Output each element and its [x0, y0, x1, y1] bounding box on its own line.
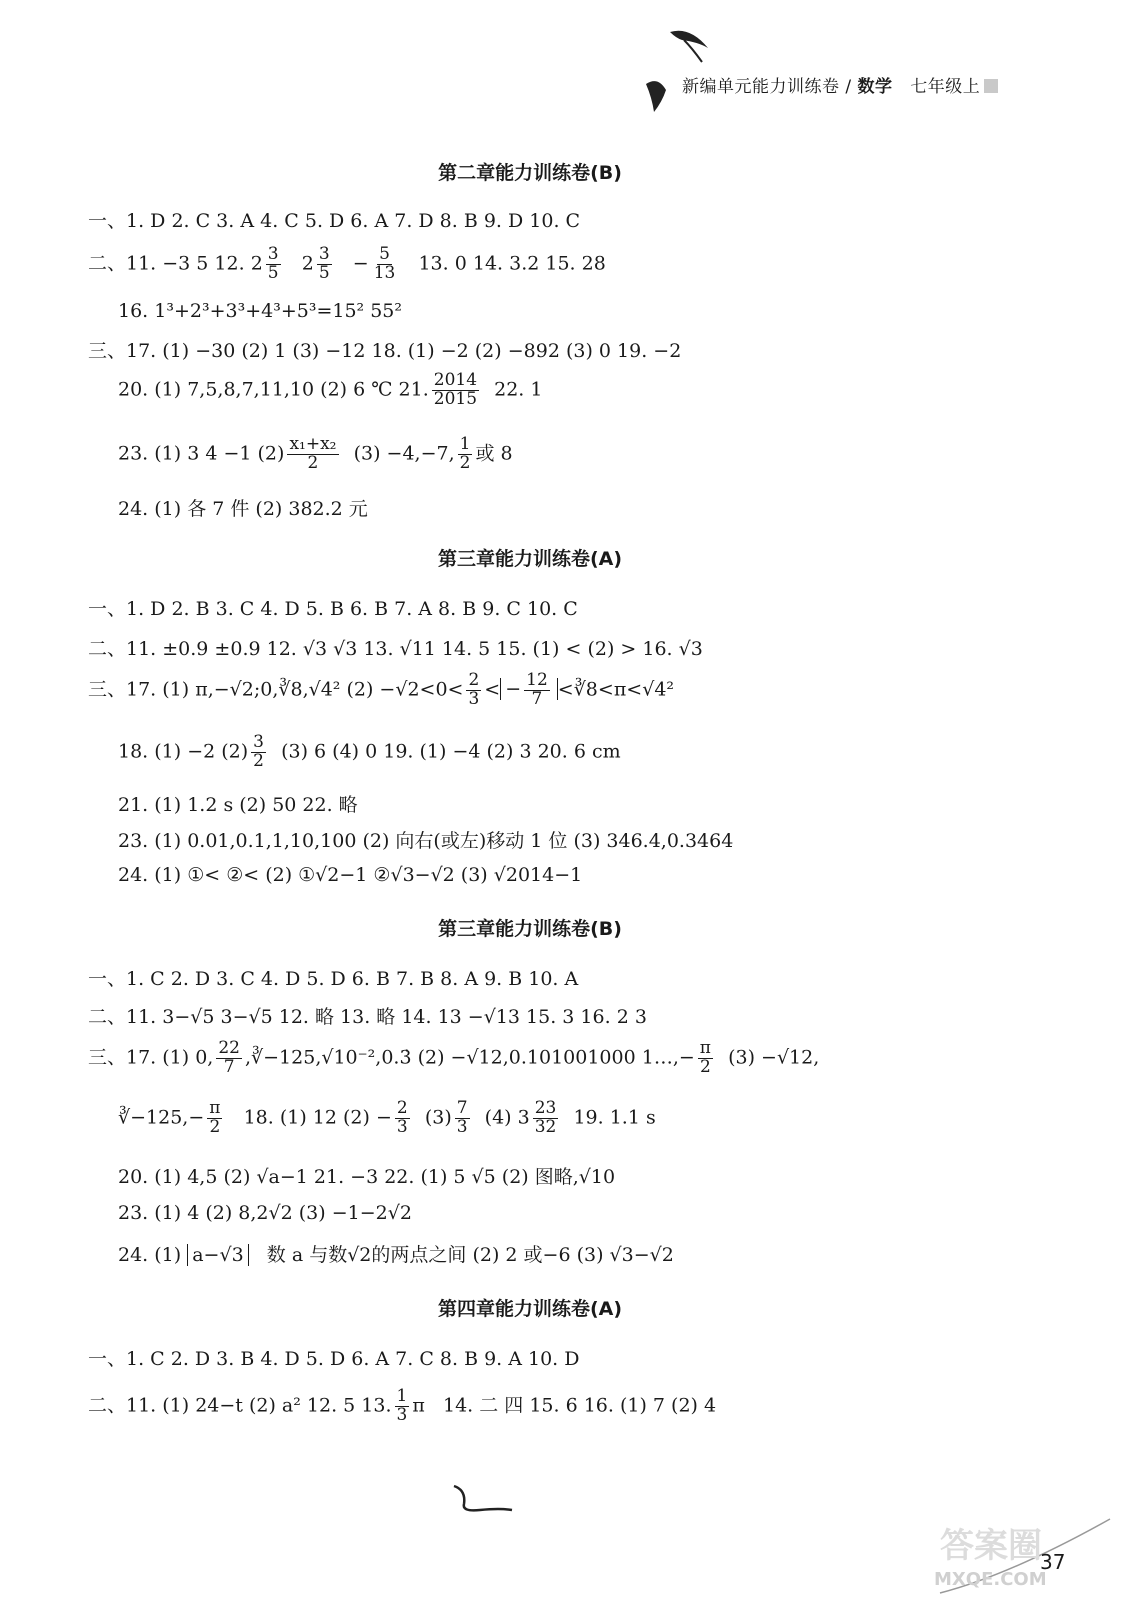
answer-line: 一、1. C 2. D 3. C 4. D 5. D 6. B 7. B 8. A 9. B 10. A [88, 968, 579, 990]
answer-line: 24. (1) a−√3 数 a 与数√2的两点之间 (2) 2 或−6 (3) √3−√2 [118, 1244, 674, 1266]
handwritten-mark-icon [450, 1480, 520, 1525]
watermark-text: MXQE.COM [934, 1569, 1047, 1590]
answer-line: 一、1. C 2. D 3. B 4. D 5. D 6. A 7. C 8. B 9. A 10. D [88, 1348, 580, 1370]
answer-line: 二、11. (1) 24−t (2) a² 12. 5 13. $\frac{1}{3}$ π 14. 二 四 15. 6 16. (1) 7 (2) 4 [88, 1386, 717, 1425]
page-number: 37 [1040, 1550, 1066, 1574]
answer-line: 24. (1) 各 7 件 (2) 382.2 元 [118, 498, 368, 520]
bird-logo-icon [640, 18, 730, 123]
answer-line: 三、17. (1) π,−√2;0,∛8,√4² (2) −√2<0< $\frac{2}{3}$ < − $\frac{12}{7}$ <∛8<π<√4² [88, 670, 675, 709]
answer-line: 21. (1) 1.2 s (2) 50 22. 略 [118, 794, 358, 816]
answer-line: 23. (1) 3 4 −1 (2) $\frac{\text{x₁+x₂}}{2}$ (3) −4,−7, $\frac{1}{2}$ 或 8 [118, 434, 513, 473]
answer-line: 18. (1) −2 (2) $\frac{3}{2}$ (3) 6 (4) 0 19. (1) −4 (2) 3 20. 6 cm [118, 732, 621, 771]
answer-line: 23. (1) 4 (2) 8,2√2 (3) −1−2√2 [118, 1202, 412, 1224]
answer-line: 二、11. ±0.9 ±0.9 12. √3 √3 13. √11 14. 5 15. (1) < (2) > 16. √3 [88, 638, 703, 660]
answer-line: 一、1. D 2. B 3. C 4. D 5. B 6. B 7. A 8. B 9. C 10. C [88, 598, 578, 620]
answer-line: 16. 1³+2³+3³+4³+5³=15² 55² [118, 300, 403, 322]
answer-line: 二、11. 3−√5 3−√5 12. 略 13. 略 14. 13 −√13 15. 3 16. 2 3 [88, 1006, 647, 1028]
header-decor-box [984, 79, 998, 93]
answer-line: 三、17. (1) 0, $\frac{22}{7}$ ,∛−125,√10⁻²,0.3̇ (2) −√12,0.101001000 1…,− $\frac{\pi}{2}$ (3) −√12, [88, 1038, 820, 1077]
section-title: 第三章能力训练卷(B) [438, 918, 622, 940]
answer-line: 二、11. −3 5 12. 2 $\frac{3}{5}$ 2 $\frac{3}{5}$ − $\frac{5}{13}$ 13. 0 14. 3.2 15. 28 [88, 244, 606, 283]
section-title: 第三章能力训练卷(A) [437, 548, 623, 570]
answer-line: 20. (1) 7,5,8,7,11,10 (2) 6 ℃ 21. $\frac{2014}{2015}$ 22. 1 [118, 370, 543, 409]
answer-line: 一、1. D 2. C 3. A 4. C 5. D 6. A 7. D 8. B 9. D 10. C [88, 210, 581, 232]
answer-line: 20. (1) 4,5 (2) √a−1 21. −3 22. (1) 5 √5 (2) 图略,√10 [118, 1166, 616, 1188]
answer-line: 三、17. (1) −30 (2) 1 (3) −12 18. (1) −2 (2) −892 (3) 0 19. −2 [88, 340, 682, 362]
section-title: 第二章能力训练卷(B) [438, 162, 622, 184]
answer-line: 23. (1) 0.01,0.1,1,10,100 (2) 向右(或左)移动 1 位 (3) 346.4,0.3464 [118, 830, 734, 852]
answer-line: ∛−125,− $\frac{\pi}{2}$ 18. (1) 12 (2) − $\frac{2}{3}$ (3) $\frac{7}{3}$ (4) 3 $\frac{23}{32}$ 19. 1.1 s [118, 1098, 656, 1137]
header-title: 新编单元能力训练卷 / 数学 七年级上 [682, 72, 998, 97]
section-title: 第四章能力训练卷(A) [437, 1298, 623, 1320]
answer-line: 24. (1) ①< ②< (2) ①√2−1 ②√3−√2 (3) √2014−1 [118, 864, 583, 886]
svg-text:答案圈: 答案圈 [940, 1526, 1042, 1566]
watermark-logo [930, 1515, 1120, 1600]
